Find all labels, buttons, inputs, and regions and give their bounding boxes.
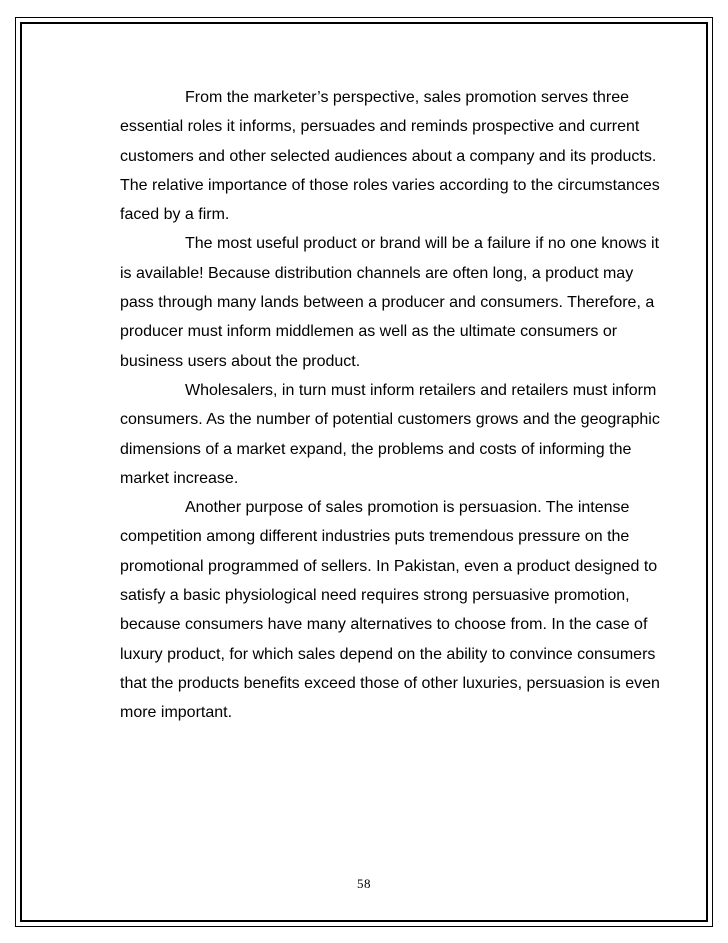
page-number: 58	[357, 876, 371, 891]
paragraph-2: The most useful product or brand will be a failure if no one knows it is available! Because distribution channels are often long, a product may pass through many lands between a producer and consumers. Therefore, a producer must inform middlemen as well as the ultimate consumers or business users about the product.	[120, 235, 660, 370]
paragraph-1: From the marketer’s perspective, sales promotion serves three essential roles it informs, persuades and reminds prospective and current customers and other selected audiences about a company and its products. The relative importance of those roles varies according to the circumstances faced by a firm.	[120, 89, 660, 224]
paragraph-4: Another purpose of sales promotion is persuasion. The intense competition among different industries puts tremendous pressure on the promotional programmed of sellers. In Pakistan, even a product designed to satisfy a basic physiological need requires strong persuasive promotion, because consumers have many alternatives to choose from. In the case of luxury product, for which sales depend on the ability to convince consumers that the products benefits exceed those of other luxuries, persuasion is even more important.	[120, 499, 660, 722]
paragraph-3: Wholesalers, in turn must inform retailers and retailers must inform consumers. As the number of potential customers grows and the geographic dimensions of a market expand, the problems and costs of informing the market increase.	[120, 381, 660, 487]
body-text	[120, 83, 660, 728]
